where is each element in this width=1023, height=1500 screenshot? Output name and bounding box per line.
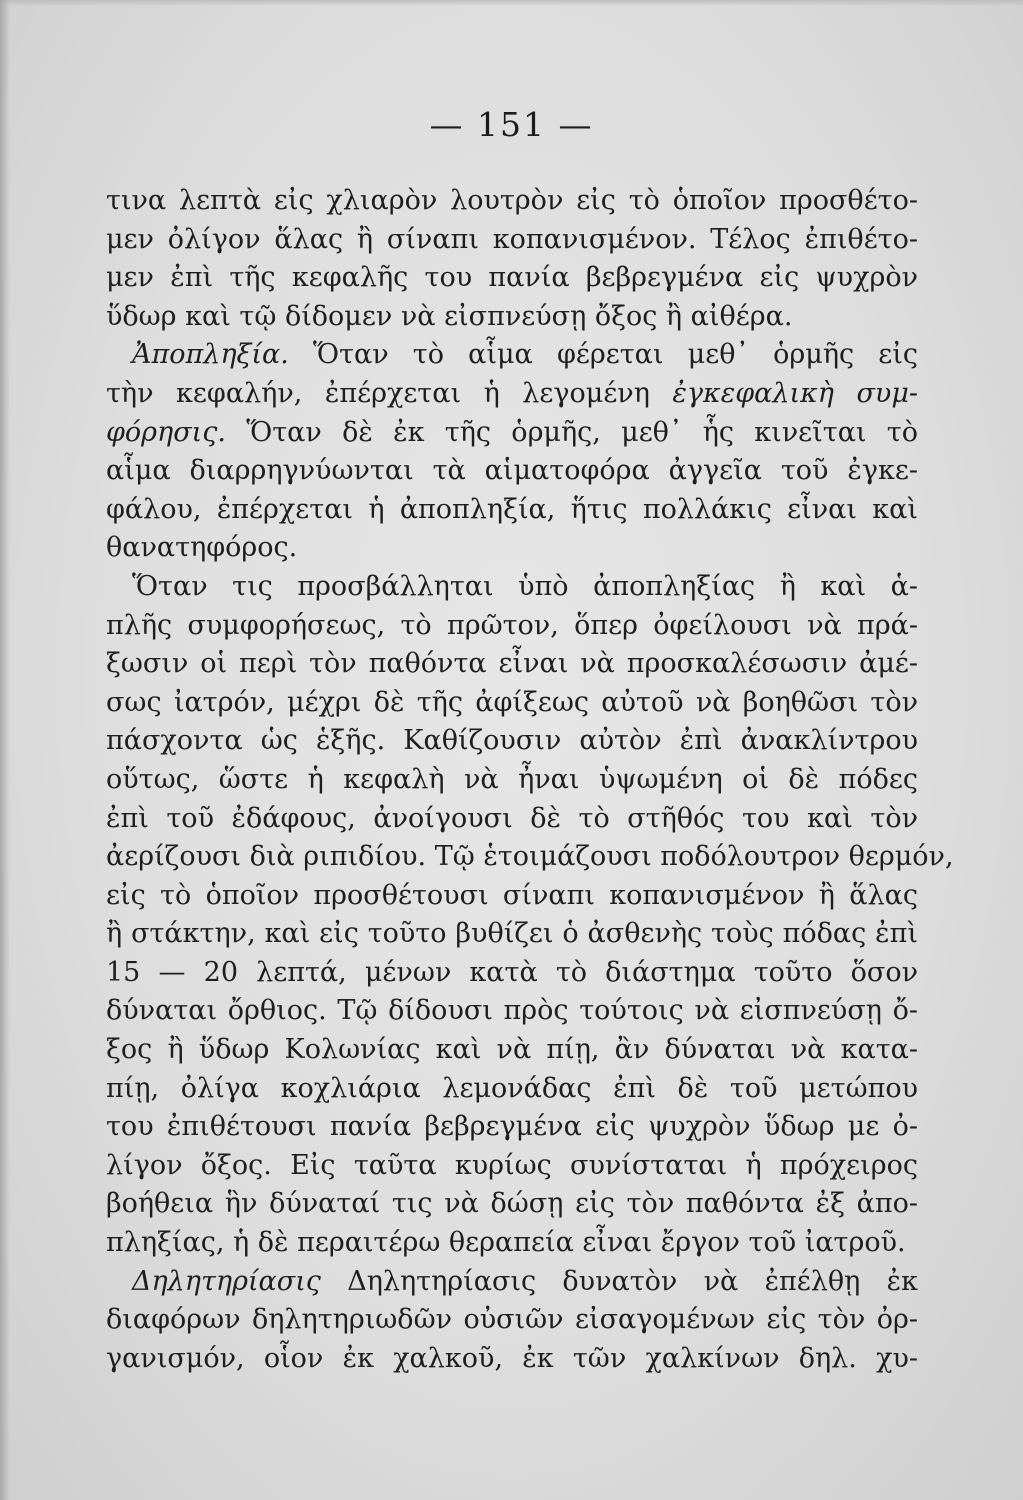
section-heading-poisoning: Δηλητηρίασις	[132, 1265, 321, 1297]
text-line: Ὅταν τις προσβάλληται ὑπὸ ἀποπληξίας ἢ καὶ ἁ-	[132, 570, 918, 602]
text-line: πλῆς συμφορήσεως, τὸ πρῶτον, ὅπερ ὀφείλουσι νὰ πρά-	[106, 609, 918, 641]
text-line: εἰς τὸ ὁποῖον προσθέτουσι σίναπι κοπανισμένον ἢ ἅλας	[106, 879, 918, 911]
text-line: ὕδωρ καὶ τῷ δίδομεν νὰ εἰσπνεύσῃ ὄξος ἢ αἰθέρα.	[106, 300, 793, 332]
text-line: του ἐπιθέτουσι πανία βεβρεγμένα εἰς ψυχρὸν ὕδωρ με ὀ-	[106, 1111, 918, 1143]
text-line: διαφόρων δηλητηριωδῶν οὐσιῶν εἰσαγομένων εἰς τὸν ὀρ-	[106, 1304, 918, 1336]
text-line: τινα λεπτὰ εἰς χλιαρὸν λουτρὸν εἰς τὸ ὁποῖον προσθέτο-	[106, 185, 918, 216]
section-heading-apoplexy: Ἀποπληξία.	[132, 339, 289, 371]
text-line: φόρησις. Ὅταν δὲ ἐκ τῆς ὁρμῆς, μεθ᾽ ἧς κινεῖται τὸ	[106, 416, 918, 448]
page-number: — 151 —	[429, 105, 594, 144]
page-binding-shadow	[0, 0, 10, 1500]
text-line: Ἀποπληξία. Ὅταν τὸ αἷμα φέρεται μεθ᾽ ὁρμῆς εἰς	[132, 339, 918, 371]
text-line: οὕτως, ὥστε ἡ κεφαλὴ νὰ ἦναι ὑψωμένη οἱ δὲ πόδες	[106, 763, 918, 795]
page-top-edge	[0, 0, 1023, 6]
text-line: λίγον ὄξος. Εἰς ταῦτα κυρίως συνίσταται ἡ πρόχειρος	[106, 1149, 918, 1181]
text-line: πάσχοντα ὡς ἑξῆς. Καθίζουσιν αὐτὸν ἐπὶ ἀνακλίντρου	[106, 725, 918, 757]
text-line: σως ἰατρόν, μέχρι δὲ τῆς ἀφίξεως αὐτοῦ νὰ βοηθῶσι τὸν	[106, 686, 918, 718]
text-line: πίῃ, ὀλίγα κοχλιάρια λεμονάδας ἐπὶ δὲ τοῦ μετώπου	[106, 1072, 918, 1104]
text-line: Δηλητηρίασις Δηλητηρίασις δυνατὸν νὰ ἐπέλθῃ ἐκ	[132, 1265, 918, 1297]
body-text	[106, 182, 954, 1378]
text-line: δύναται ὄρθιος. Τῷ δίδουσι πρὸς τούτοις νὰ εἰσπνεύσῃ ὄ-	[106, 995, 918, 1027]
text-line: τὴν κεφαλήν, ἐπέρχεται ἡ λεγομένη ἐγκεφαλικὴ συμ-	[106, 377, 918, 409]
text-line: γανισμόν, οἷον ἐκ χαλκοῦ, ἐκ τῶν χαλκίνων δηλ. χυ-	[106, 1342, 918, 1374]
text-line: θανατηφόρος.	[106, 532, 298, 564]
italic-term: φόρησις.	[106, 416, 226, 448]
text-line: ἢ στάκτην, καὶ εἰς τοῦτο βυθίζει ὁ ἀσθενὴς τοὺς πόδας ἐπὶ	[106, 918, 918, 950]
text-line: πληξίας, ἡ δὲ περαιτέρω θεραπεία εἶναι ἔργον τοῦ ἰατροῦ.	[106, 1227, 906, 1259]
text-line: βοήθεια ἣν δύναταί τις νὰ δώσῃ εἰς τὸν παθόντα ἐξ ἀπο-	[106, 1188, 918, 1220]
text-line: ἐπὶ τοῦ ἐδάφους, ἀνοίγουσι δὲ τὸ στῆθός του καὶ τὸν	[106, 802, 918, 834]
text-line: ξωσιν οἱ περὶ τὸν παθόντα εἶναι νὰ προσκαλέσωσιν ἀμέ-	[106, 648, 918, 680]
text-line: ἀερίζουσι διὰ ριπιδίου. Τῷ ἑτοιμάζουσι ποδόλουτρον θερμόν,	[106, 841, 954, 873]
text-line: 15 — 20 λεπτά, μένων κατὰ τὸ διάστημα τοῦτο ὅσον	[106, 956, 918, 988]
text-line: φάλου, ἐπέρχεται ἡ ἀποπληξία, ἥτις πολλάκις εἶναι καὶ	[106, 493, 918, 525]
text-line: μεν ἐπὶ τῆς κεφαλῆς του πανία βεβρεγμένα εἰς ψυχρὸν	[106, 262, 918, 294]
italic-term: ἐγκεφαλικὴ συμ-	[672, 377, 918, 409]
text-line: μεν ὀλίγον ἅλας ἢ σίναπι κοπανισμένον. Τέλος ἐπιθέτο-	[106, 223, 918, 255]
text-line: ξος ἢ ὕδωρ Κολωνίας καὶ νὰ πίῃ, ἂν δύναται νὰ κατα-	[106, 1034, 918, 1066]
text-line: αἷμα διαρρηγνύωνται τὰ αἱματοφόρα ἀγγεῖα τοῦ ἐγκε-	[106, 455, 918, 487]
